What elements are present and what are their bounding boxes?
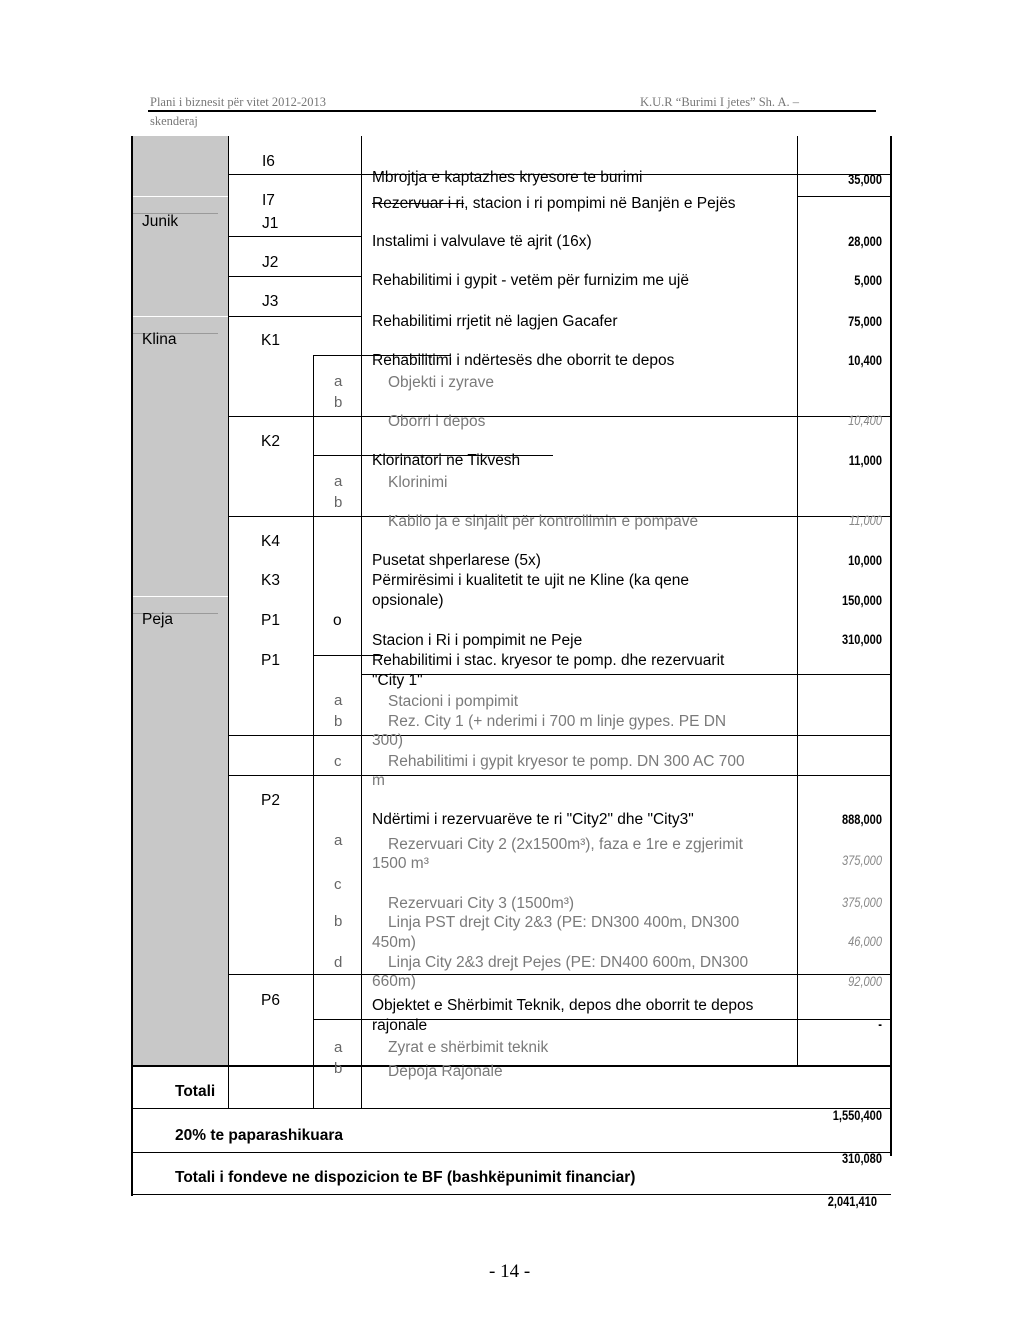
row-line <box>228 316 361 317</box>
code-k1: K1 <box>261 332 280 349</box>
item-description: rajonale <box>372 1017 428 1034</box>
subitem-description: 660m) <box>372 973 416 990</box>
subitem-amount: 92,000 <box>848 974 882 989</box>
subitem-letter: b <box>334 713 343 730</box>
item-amount: 150,000 <box>841 593 882 608</box>
column-line <box>228 136 229 1108</box>
item-description: Objektet e Shërbimit Teknik, depos dhe oborrit te depos <box>372 997 754 1014</box>
subitem-letter: b <box>334 494 343 511</box>
header-left: Plani i biznesit për vitet 2012-2013 <box>150 95 327 109</box>
row-line <box>228 416 891 417</box>
table-border-right <box>890 136 892 1156</box>
subitem-description: Stacioni i pompimit <box>388 693 519 710</box>
item-description: "City 1" <box>372 672 423 689</box>
column-line <box>361 136 362 1108</box>
subitem-description: Linja City 2&3 drejt Pejes (PE: DN400 600m, DN300 <box>388 954 749 971</box>
subitem-letter: a <box>334 373 343 390</box>
item-description: Rehabilitimi i stac. kryesor te pomp. dhe rezervuarit <box>372 652 725 669</box>
region-divider <box>133 196 228 197</box>
item-description: Pusetat shperlarese (5x) <box>372 552 541 569</box>
subitem-letter: a <box>334 832 343 849</box>
item-amount: 888,000 <box>841 812 882 827</box>
page-number: - 14 - <box>489 1261 531 1282</box>
row-line <box>361 674 891 675</box>
totals-line <box>131 1108 892 1109</box>
subitem-letter: a <box>334 473 343 490</box>
row-line <box>228 775 891 776</box>
code-i7: I7 <box>262 192 275 209</box>
subitem-description: 450m) <box>372 934 416 951</box>
code-p1: P1 <box>261 612 280 629</box>
item-description: opsionale) <box>372 592 444 609</box>
row-line <box>228 276 361 277</box>
table-border-left <box>131 136 133 1196</box>
subitem-description: Rezervuari City 2 (2x1500m³), faza e 1re e zgjerimit <box>388 836 743 853</box>
subitem-description: m <box>372 772 385 789</box>
subitem-letter: d <box>334 954 343 971</box>
funds-total-label: Totali i fondeve ne dispozicion te BF (bashkëpunimit financiar) <box>175 1169 636 1186</box>
row-line <box>797 196 891 197</box>
subitem-description: Rez. City 1 (+ nderimi i 700 m linje gypes. PE DN <box>388 713 727 730</box>
subitem-amount: 46,000 <box>848 934 882 949</box>
code-p6: P6 <box>261 992 280 1009</box>
subitem-amount: 10,400 <box>848 413 882 428</box>
subitem-letter: b <box>334 913 343 930</box>
item-description <box>372 196 736 212</box>
item-description: Klorinatori ne Tikvesh <box>372 452 521 469</box>
item-amount: 310,000 <box>841 632 882 647</box>
subitem-description: Rehabilitimi i gypit kryesor te pomp. DN 300 AC 700 <box>388 753 745 770</box>
code-j3: J3 <box>262 293 279 310</box>
contingency-value: 310,080 <box>841 1151 882 1166</box>
subitem-letter: a <box>334 1039 343 1056</box>
subitem-description: 1500 m³ <box>372 855 429 872</box>
item-description: Instalimi i valvulave të ajrit (16x) <box>372 233 592 250</box>
subitem-description: 300) <box>372 732 404 749</box>
row-line <box>228 236 361 237</box>
item-amount: 10,400 <box>848 353 882 368</box>
item-description: Rehabilitimi i gypit - vetëm për furnizim me ujë <box>372 272 689 289</box>
subitem-letter: c <box>334 876 342 893</box>
subitem-letter: b <box>334 1060 343 1077</box>
subitem-description: Linja PST drejt City 2&3 (PE: DN300 400m, DN300 <box>388 914 740 931</box>
funds-total-value: 2,041,410 <box>827 1194 877 1209</box>
contingency-label: 20% te paparashikuara <box>175 1127 344 1144</box>
item-amount: 35,000 <box>848 172 882 187</box>
item-amount: 11,000 <box>848 453 882 468</box>
region-klina: Klina <box>142 331 177 348</box>
row-line <box>228 974 891 975</box>
total-value: 1,550,400 <box>832 1108 882 1123</box>
totals-line <box>131 1152 892 1153</box>
subitem-description: Objekti i zyrave <box>388 374 494 391</box>
region-column <box>133 136 228 1066</box>
region-peja: Peja <box>142 611 174 628</box>
item-description: Stacion i Ri i pompimit ne Peje <box>372 632 583 649</box>
column-line <box>313 355 314 1108</box>
header-right: K.U.R “Burimi I jetes” Sh. A. – <box>640 95 800 109</box>
header-left-continued: skenderaj <box>150 114 198 128</box>
item-description-rest: , stacion i ri pompimi në Banjën e Pejës <box>464 195 736 212</box>
item-description: Përmirësimi i kualitetit te ujit ne Kline (ka qene <box>372 572 690 589</box>
header-rule <box>148 110 876 112</box>
code-k4: K4 <box>261 533 280 550</box>
totals-bottom-border <box>131 1194 891 1195</box>
subitem-letter: a <box>334 692 343 709</box>
item-amount: 28,000 <box>848 234 882 249</box>
code-p2: P2 <box>261 792 280 809</box>
item-description: Mbrojtja e kaptazhes kryesore te burimi <box>372 169 643 186</box>
subitem-description: Klorinimi <box>388 474 448 491</box>
item-amount: - <box>878 1017 882 1032</box>
item-description: Rehabilitimi i ndërtesës dhe oborrit te depos <box>372 352 675 369</box>
region-divider <box>133 316 228 317</box>
subitem-letter: o <box>333 612 342 629</box>
code-i6: I6 <box>262 153 275 170</box>
subitem-letter: b <box>334 394 343 411</box>
item-amount: 75,000 <box>848 314 882 329</box>
code-k3: K3 <box>261 572 280 589</box>
item-description: Rehabilitimi rrjetit në lagjen Gacafer <box>372 313 618 330</box>
code-p1: P1 <box>261 652 280 669</box>
region-divider <box>133 596 228 597</box>
total-label: Totali <box>175 1083 216 1100</box>
subitem-description: Depoja Rajonale <box>388 1063 503 1080</box>
code-k2: K2 <box>261 433 280 450</box>
subitem-description: Zyrat e shërbimit teknik <box>388 1039 549 1056</box>
subitem-letter: c <box>334 753 342 770</box>
region-junik: Junik <box>142 213 179 230</box>
subitem-description: Kabllo ja e sinjalit për kontrollimin e pompave <box>388 513 699 530</box>
column-line <box>797 136 798 1066</box>
code-j2: J2 <box>262 254 279 271</box>
code-j1: J1 <box>262 215 279 232</box>
subitem-amount: 375,000 <box>841 895 882 910</box>
item-amount: 5,000 <box>854 273 882 288</box>
row-line <box>228 735 891 736</box>
totals-top-border <box>131 1065 892 1067</box>
item-description: Ndërtimi i rezervuarëve te ri "City2" dhe "City3" <box>372 811 694 828</box>
item-description-struck: Rezervuar i ri <box>372 195 465 212</box>
subitem-amount: 11,000 <box>848 513 882 528</box>
item-amount: 10,000 <box>848 553 882 568</box>
subitem-amount: 375,000 <box>841 853 882 868</box>
subitem-description: Oborri i depos <box>388 413 486 430</box>
subitem-description: Rezervuari City 3 (1500m³) <box>388 895 575 912</box>
